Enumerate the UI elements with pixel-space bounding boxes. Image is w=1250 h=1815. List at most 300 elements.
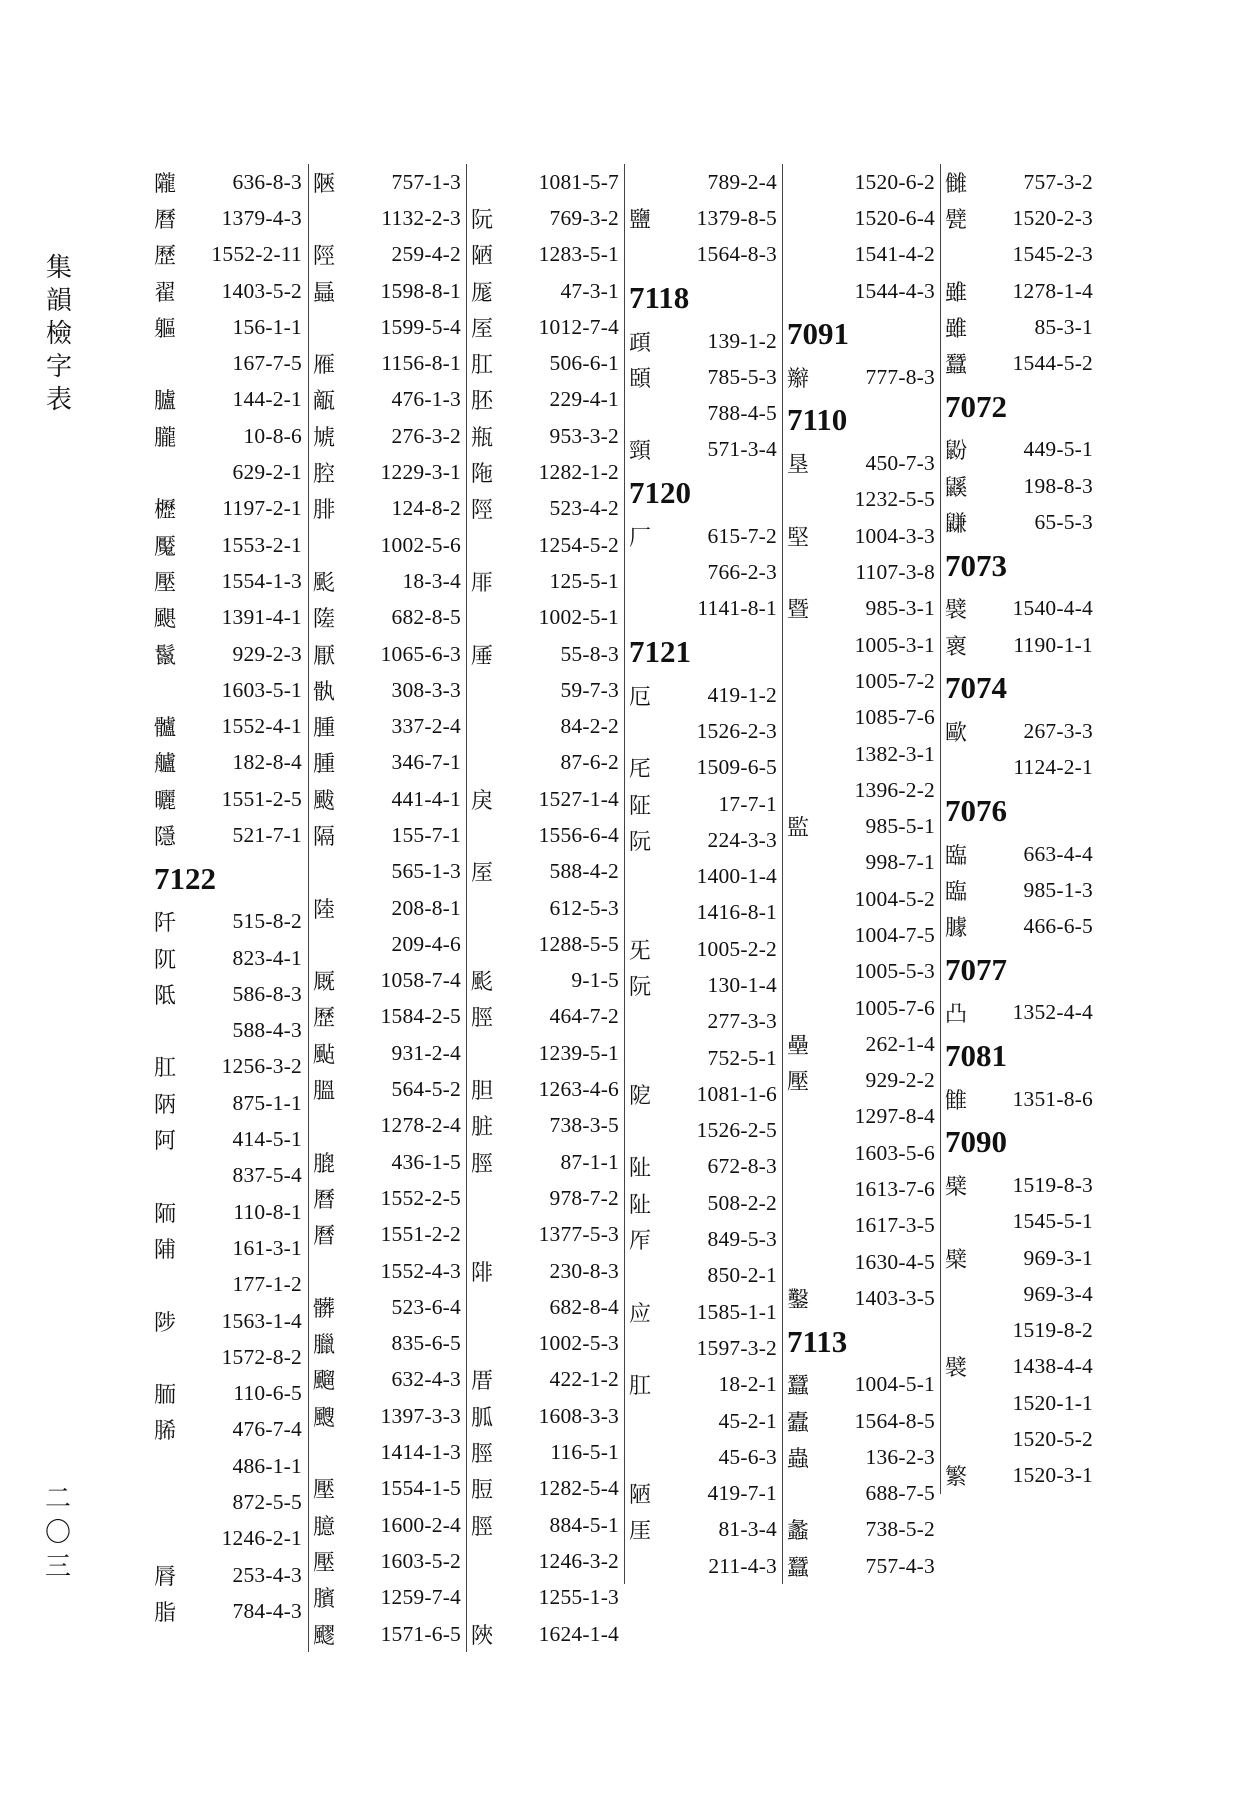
entry-reference: 1563-1-4 bbox=[221, 1308, 302, 1333]
index-entry bbox=[150, 527, 308, 563]
index-entry bbox=[783, 990, 941, 1026]
entry-character: 腔 bbox=[313, 462, 336, 488]
index-entry bbox=[467, 1144, 625, 1180]
entry-character: 甓 bbox=[945, 207, 968, 233]
entry-reference: 1379-8-5 bbox=[696, 205, 777, 230]
index-entry bbox=[150, 1376, 308, 1412]
entry-reference: 1246-2-1 bbox=[221, 1526, 302, 1551]
entry-character: 鑿 bbox=[787, 1287, 810, 1313]
entry-reference: 1564-8-3 bbox=[696, 242, 777, 267]
index-entry bbox=[309, 1580, 467, 1616]
section-heading: 7076 bbox=[945, 792, 1007, 828]
index-entry bbox=[625, 967, 783, 1003]
entry-reference: 1288-5-5 bbox=[538, 931, 619, 956]
entry-character: 肛 bbox=[629, 1374, 652, 1400]
entry-reference: 1141-8-1 bbox=[697, 596, 777, 621]
entry-reference: 1554-1-3 bbox=[221, 568, 302, 593]
entry-reference: 757-1-3 bbox=[391, 169, 461, 194]
index-entry bbox=[941, 1349, 1099, 1385]
entry-character: 胆 bbox=[471, 1079, 494, 1105]
entry-reference: 1556-6-4 bbox=[538, 822, 619, 847]
index-entry bbox=[467, 1471, 625, 1507]
index-entry bbox=[309, 382, 467, 418]
section-heading: 7073 bbox=[945, 547, 1007, 583]
entry-reference: 1391-4-1 bbox=[221, 605, 302, 630]
index-entry bbox=[625, 1367, 783, 1403]
index-entry bbox=[309, 1543, 467, 1579]
index-entry bbox=[467, 1108, 625, 1144]
entry-reference: 1603-5-1 bbox=[221, 677, 302, 702]
index-entry bbox=[941, 908, 1099, 944]
index-entry bbox=[941, 1313, 1099, 1349]
entry-character: 陘 bbox=[471, 498, 494, 524]
entry-reference: 1278-1-4 bbox=[1012, 278, 1093, 303]
entry-character: 脛 bbox=[471, 1151, 494, 1177]
index-entry bbox=[309, 999, 467, 1035]
index-entry bbox=[467, 491, 625, 527]
index-entry bbox=[467, 164, 625, 200]
index-entry bbox=[467, 1398, 625, 1434]
entry-reference: 1058-7-4 bbox=[380, 968, 461, 993]
entry-character: 脂 bbox=[154, 1600, 177, 1626]
entry-character: 髗 bbox=[154, 716, 177, 742]
index-entry bbox=[150, 1194, 308, 1230]
index-entry bbox=[783, 273, 941, 309]
index-entry bbox=[625, 237, 783, 273]
entry-reference: 789-2-4 bbox=[707, 169, 777, 194]
index-entry bbox=[467, 527, 625, 563]
entry-character: 旡 bbox=[629, 938, 652, 964]
entry-character: 颩 bbox=[313, 570, 336, 596]
entry-character: 臆 bbox=[313, 1514, 336, 1540]
index-entry bbox=[150, 164, 308, 200]
index-entry bbox=[150, 1049, 308, 1085]
entry-reference: 636-8-3 bbox=[232, 169, 302, 194]
entry-character: 厭 bbox=[313, 643, 336, 669]
index-entry bbox=[625, 786, 783, 822]
index-entry bbox=[467, 672, 625, 708]
entry-reference: 156-1-1 bbox=[232, 314, 302, 339]
entry-character: 陑 bbox=[154, 1201, 177, 1227]
entry-reference: 308-3-3 bbox=[391, 677, 461, 702]
index-entry bbox=[467, 1434, 625, 1470]
index-entry bbox=[625, 395, 783, 431]
index-entry bbox=[309, 817, 467, 853]
entry-reference: 55-8-3 bbox=[560, 641, 619, 666]
index-entry bbox=[150, 1267, 308, 1303]
entry-reference: 1282-5-4 bbox=[538, 1476, 619, 1501]
entry-character: 雠 bbox=[945, 171, 968, 197]
entry-character: 肛 bbox=[471, 353, 494, 379]
index-entry bbox=[150, 940, 308, 976]
index-entry bbox=[783, 1099, 941, 1135]
entry-reference: 1004-3-3 bbox=[854, 523, 935, 548]
entry-character: 曬 bbox=[154, 788, 177, 814]
entry-character: 暨 bbox=[787, 598, 810, 624]
entry-character: 飂 bbox=[313, 1623, 336, 1649]
entry-reference: 1005-5-3 bbox=[854, 959, 935, 984]
entry-reference: 1414-1-3 bbox=[380, 1440, 461, 1465]
entry-character: 凸 bbox=[945, 1002, 968, 1028]
section-heading: 7121 bbox=[629, 633, 691, 669]
entry-reference: 738-3-5 bbox=[549, 1113, 619, 1138]
index-entry bbox=[783, 1244, 941, 1280]
entry-character: 脪 bbox=[154, 1419, 177, 1445]
entry-reference: 1617-3-5 bbox=[854, 1213, 935, 1238]
index-entry bbox=[941, 309, 1099, 345]
entry-reference: 1379-4-3 bbox=[221, 205, 302, 230]
entry-character: 厔 bbox=[471, 316, 494, 342]
index-entry bbox=[150, 418, 308, 454]
entry-reference: 978-7-2 bbox=[549, 1185, 619, 1210]
entry-reference: 769-3-2 bbox=[549, 205, 619, 230]
index-entry bbox=[309, 1108, 467, 1144]
entry-character: 翟 bbox=[154, 280, 177, 306]
index-entry bbox=[783, 954, 941, 990]
entry-character: 壓 bbox=[313, 1550, 336, 1576]
entry-reference: 985-3-1 bbox=[865, 596, 935, 621]
entry-character: 鼸 bbox=[945, 512, 968, 538]
entry-character: 脏 bbox=[471, 1115, 494, 1141]
index-entry bbox=[941, 713, 1099, 749]
entry-reference: 346-7-1 bbox=[391, 750, 461, 775]
index-entry bbox=[150, 1412, 308, 1448]
entry-reference: 1544-4-3 bbox=[854, 278, 935, 303]
entry-reference: 144-2-1 bbox=[232, 387, 302, 412]
entry-reference: 757-4-3 bbox=[865, 1553, 935, 1578]
entry-character: 阯 bbox=[629, 1156, 652, 1182]
index-entry bbox=[467, 309, 625, 345]
entry-character: 髒 bbox=[313, 1296, 336, 1322]
entry-reference: 969-3-4 bbox=[1023, 1281, 1093, 1306]
entry-reference: 929-2-2 bbox=[865, 1068, 935, 1093]
index-entry bbox=[783, 917, 941, 953]
entry-character: 膃 bbox=[313, 1079, 336, 1105]
section-heading: 7122 bbox=[154, 860, 216, 896]
index-entry bbox=[309, 672, 467, 708]
index-entry bbox=[309, 454, 467, 490]
entry-character: 厝 bbox=[471, 1369, 494, 1395]
entry-reference: 124-8-2 bbox=[391, 496, 461, 521]
entry-character: 曆 bbox=[154, 207, 177, 233]
index-entry bbox=[309, 926, 467, 962]
index-entry bbox=[625, 1548, 783, 1584]
entry-reference: 1283-5-1 bbox=[538, 242, 619, 267]
entry-reference: 1438-4-4 bbox=[1012, 1354, 1093, 1379]
index-entry bbox=[625, 713, 783, 749]
entry-character: 胍 bbox=[471, 1405, 494, 1431]
entry-character: 腓 bbox=[313, 498, 336, 524]
entry-reference: 785-5-3 bbox=[707, 364, 777, 389]
entry-reference: 1004-5-2 bbox=[854, 886, 935, 911]
index-entry bbox=[625, 591, 783, 627]
index-entry bbox=[783, 1548, 941, 1584]
entry-reference: 1197-2-1 bbox=[222, 496, 302, 521]
entry-character: 飀 bbox=[313, 1369, 336, 1395]
index-entry bbox=[625, 1185, 783, 1221]
entry-reference: 65-5-3 bbox=[1034, 510, 1093, 535]
index-entry bbox=[941, 1385, 1099, 1421]
entry-character: 陃 bbox=[154, 1092, 177, 1118]
entry-character: 厜 bbox=[471, 643, 494, 669]
index-entry bbox=[783, 1367, 941, 1403]
entry-reference: 1065-6-3 bbox=[380, 641, 461, 666]
entry-reference: 571-3-4 bbox=[707, 437, 777, 462]
entry-reference: 17-7-1 bbox=[718, 791, 777, 816]
index-column bbox=[940, 164, 1099, 1494]
entry-reference: 1382-3-1 bbox=[854, 741, 935, 766]
index-entry bbox=[625, 750, 783, 786]
entry-reference: 155-7-1 bbox=[391, 822, 461, 847]
section-heading: 7091 bbox=[787, 316, 849, 352]
entry-reference: 110-6-5 bbox=[233, 1381, 302, 1406]
entry-character: 蠶 bbox=[787, 1555, 810, 1581]
entry-reference: 198-8-3 bbox=[1023, 473, 1093, 498]
entry-reference: 682-8-4 bbox=[549, 1294, 619, 1319]
entry-reference: 565-1-3 bbox=[391, 859, 461, 884]
entry-reference: 837-5-4 bbox=[232, 1163, 302, 1188]
entry-character: 陿 bbox=[313, 171, 336, 197]
index-entry bbox=[941, 995, 1099, 1031]
entry-reference: 87-1-1 bbox=[560, 1149, 619, 1174]
entry-reference: 1005-7-2 bbox=[854, 668, 935, 693]
entry-character: 朧 bbox=[154, 425, 177, 451]
entry-character: 鼷 bbox=[945, 475, 968, 501]
index-entry bbox=[467, 854, 625, 890]
entry-character: 厩 bbox=[313, 970, 336, 996]
entry-reference: 1124-2-1 bbox=[1013, 755, 1093, 780]
entry-reference: 1403-5-2 bbox=[221, 278, 302, 303]
entry-reference: 663-4-4 bbox=[1023, 841, 1093, 866]
entry-reference: 752-5-1 bbox=[707, 1045, 777, 1070]
entry-reference: 476-1-3 bbox=[391, 387, 461, 412]
index-entry bbox=[467, 454, 625, 490]
index-entry bbox=[309, 600, 467, 636]
entry-reference: 476-7-4 bbox=[232, 1417, 302, 1442]
entry-reference: 449-5-1 bbox=[1023, 437, 1093, 462]
entry-character: 壘 bbox=[787, 1033, 810, 1059]
index-entry bbox=[309, 200, 467, 236]
index-entry bbox=[467, 600, 625, 636]
index-entry bbox=[783, 1512, 941, 1548]
index-entry bbox=[941, 1204, 1099, 1240]
entry-reference: 1545-2-3 bbox=[1012, 242, 1093, 267]
entry-reference: 875-1-1 bbox=[232, 1090, 302, 1115]
entry-character: 壓 bbox=[154, 570, 177, 596]
index-entry bbox=[467, 1543, 625, 1579]
index-entry bbox=[309, 345, 467, 381]
entry-reference: 515-8-2 bbox=[232, 909, 302, 934]
index-entry bbox=[150, 1303, 308, 1339]
index-entry bbox=[150, 1521, 308, 1557]
entry-character: 阸 bbox=[629, 1083, 652, 1109]
index-entry bbox=[150, 904, 308, 940]
index-entry bbox=[783, 1026, 941, 1062]
entry-reference: 588-4-2 bbox=[549, 859, 619, 884]
entry-character: 蟲 bbox=[787, 1446, 810, 1472]
entry-character: 虓 bbox=[313, 425, 336, 451]
entry-reference: 84-2-2 bbox=[560, 714, 619, 739]
entry-character: 雖 bbox=[945, 280, 968, 306]
entry-reference: 1564-8-5 bbox=[854, 1408, 935, 1433]
entry-character: 雔 bbox=[945, 1088, 968, 1114]
index-entry bbox=[625, 1040, 783, 1076]
index-entry bbox=[467, 1580, 625, 1616]
index-entry bbox=[783, 164, 941, 200]
index-entry bbox=[150, 1557, 308, 1593]
section-heading: 7074 bbox=[945, 670, 1007, 706]
entry-reference: 277-3-3 bbox=[707, 1009, 777, 1034]
entry-reference: 209-4-6 bbox=[391, 931, 461, 956]
entry-reference: 253-4-3 bbox=[232, 1562, 302, 1587]
index-entry bbox=[783, 1476, 941, 1512]
entry-character: 鬣 bbox=[154, 643, 177, 669]
index-entry bbox=[150, 1593, 308, 1629]
index-entry bbox=[941, 200, 1099, 236]
entry-character: 臚 bbox=[154, 389, 177, 415]
index-entry bbox=[783, 845, 941, 881]
entry-reference: 1297-8-4 bbox=[854, 1104, 935, 1129]
index-entry bbox=[467, 273, 625, 309]
index-entry bbox=[941, 504, 1099, 540]
entry-reference: 1002-5-1 bbox=[538, 605, 619, 630]
entry-reference: 931-2-4 bbox=[391, 1040, 461, 1065]
entry-character: 阯 bbox=[629, 1192, 652, 1218]
entry-character: 脛 bbox=[471, 1006, 494, 1032]
index-entry bbox=[150, 1339, 308, 1375]
entry-reference: 1263-4-6 bbox=[538, 1077, 619, 1102]
entry-character: 陸 bbox=[313, 897, 336, 923]
index-entry bbox=[625, 1221, 783, 1257]
index-entry bbox=[309, 1217, 467, 1253]
page-number-char: 〇 bbox=[44, 1518, 71, 1548]
entry-reference: 466-6-5 bbox=[1023, 914, 1093, 939]
entry-reference: 850-2-1 bbox=[707, 1263, 777, 1288]
entry-reference: 1520-6-4 bbox=[854, 205, 935, 230]
entry-reference: 586-8-3 bbox=[232, 981, 302, 1006]
index-entry bbox=[625, 1294, 783, 1330]
entry-reference: 1002-5-3 bbox=[538, 1331, 619, 1356]
entry-reference: 1552-2-11 bbox=[211, 242, 302, 267]
entry-character: 颩 bbox=[471, 970, 494, 996]
index-entry bbox=[309, 854, 467, 890]
entry-reference: 1239-5-1 bbox=[538, 1040, 619, 1065]
index-entry bbox=[309, 963, 467, 999]
entry-character: 厞 bbox=[471, 570, 494, 596]
entry-reference: 276-3-2 bbox=[391, 423, 461, 448]
entry-reference: 757-3-2 bbox=[1023, 169, 1093, 194]
index-entry bbox=[150, 600, 308, 636]
entry-reference: 564-5-2 bbox=[391, 1077, 461, 1102]
entry-character: 歷 bbox=[313, 1006, 336, 1032]
entry-reference: 1190-1-1 bbox=[1013, 632, 1093, 657]
index-entry bbox=[783, 736, 941, 772]
entry-reference: 45-6-3 bbox=[718, 1444, 777, 1469]
entry-reference: 1081-5-7 bbox=[538, 169, 619, 194]
entry-reference: 1572-8-2 bbox=[221, 1344, 302, 1369]
entry-reference: 738-5-2 bbox=[865, 1517, 935, 1542]
side-title-char: 韻 bbox=[45, 286, 72, 316]
entry-character: 螶 bbox=[313, 280, 336, 306]
entry-reference: 1520-3-1 bbox=[1012, 1463, 1093, 1488]
index-entry bbox=[467, 999, 625, 1035]
entry-reference: 1351-8-6 bbox=[1012, 1086, 1093, 1111]
index-entry bbox=[309, 1471, 467, 1507]
index-entry bbox=[941, 237, 1099, 273]
entry-reference: 1552-4-1 bbox=[221, 714, 302, 739]
index-entry bbox=[941, 1458, 1099, 1494]
index-entry bbox=[309, 237, 467, 273]
index-entry bbox=[309, 527, 467, 563]
entry-character: 曆 bbox=[313, 1224, 336, 1250]
entry-reference: 1081-1-6 bbox=[696, 1081, 777, 1106]
entry-reference: 161-3-1 bbox=[232, 1235, 302, 1260]
entry-reference: 441-4-1 bbox=[391, 786, 461, 811]
entry-reference: 612-5-3 bbox=[549, 895, 619, 920]
entry-reference: 1520-2-3 bbox=[1012, 205, 1093, 230]
index-column bbox=[466, 164, 625, 1652]
index-entry bbox=[467, 1362, 625, 1398]
entry-character: 臨 bbox=[945, 879, 968, 905]
entry-reference: 985-5-1 bbox=[865, 814, 935, 839]
index-entry bbox=[625, 677, 783, 713]
index-entry bbox=[941, 750, 1099, 786]
entry-character: 隴 bbox=[154, 171, 177, 197]
entry-reference: 59-7-3 bbox=[560, 677, 619, 702]
entry-character: 陁 bbox=[471, 462, 494, 488]
index-entry bbox=[150, 237, 308, 273]
index-entry bbox=[625, 931, 783, 967]
entry-reference: 929-2-3 bbox=[232, 641, 302, 666]
index-entry bbox=[783, 772, 941, 808]
index-column bbox=[782, 164, 941, 1584]
index-entry bbox=[467, 1180, 625, 1216]
entry-character: 襞 bbox=[945, 1356, 968, 1382]
entry-reference: 1229-3-1 bbox=[380, 460, 461, 485]
entry-reference: 130-1-4 bbox=[707, 972, 777, 997]
entry-reference: 1544-5-2 bbox=[1012, 351, 1093, 376]
entry-reference: 1571-6-5 bbox=[380, 1621, 461, 1646]
index-entry bbox=[783, 1171, 941, 1207]
entry-reference: 1624-1-4 bbox=[538, 1621, 619, 1646]
entry-reference: 230-8-3 bbox=[549, 1258, 619, 1283]
entry-reference: 672-8-3 bbox=[707, 1154, 777, 1179]
entry-reference: 10-8-6 bbox=[243, 423, 302, 448]
index-entry bbox=[783, 445, 941, 481]
index-entry bbox=[150, 563, 308, 599]
entry-reference: 9-1-5 bbox=[571, 968, 619, 993]
entry-reference: 1554-1-5 bbox=[380, 1476, 461, 1501]
side-title-char: 檢 bbox=[45, 319, 72, 349]
entry-reference: 1107-3-8 bbox=[855, 560, 935, 585]
index-entry bbox=[625, 822, 783, 858]
index-entry bbox=[150, 382, 308, 418]
entry-character: 脣 bbox=[154, 1564, 177, 1590]
index-entry bbox=[309, 890, 467, 926]
entry-reference: 1603-5-6 bbox=[854, 1140, 935, 1165]
entry-character: 堅 bbox=[787, 525, 810, 551]
entry-reference: 1519-8-2 bbox=[1012, 1318, 1093, 1343]
index-entry bbox=[309, 745, 467, 781]
entry-reference: 422-1-2 bbox=[549, 1367, 619, 1392]
entry-character: 頣 bbox=[629, 366, 652, 392]
entry-reference: 1598-8-1 bbox=[380, 278, 461, 303]
entry-reference: 224-3-3 bbox=[707, 827, 777, 852]
index-entry bbox=[941, 872, 1099, 908]
entry-character: 阷 bbox=[629, 793, 652, 819]
entry-reference: 985-1-3 bbox=[1023, 877, 1093, 902]
index-entry bbox=[467, 926, 625, 962]
